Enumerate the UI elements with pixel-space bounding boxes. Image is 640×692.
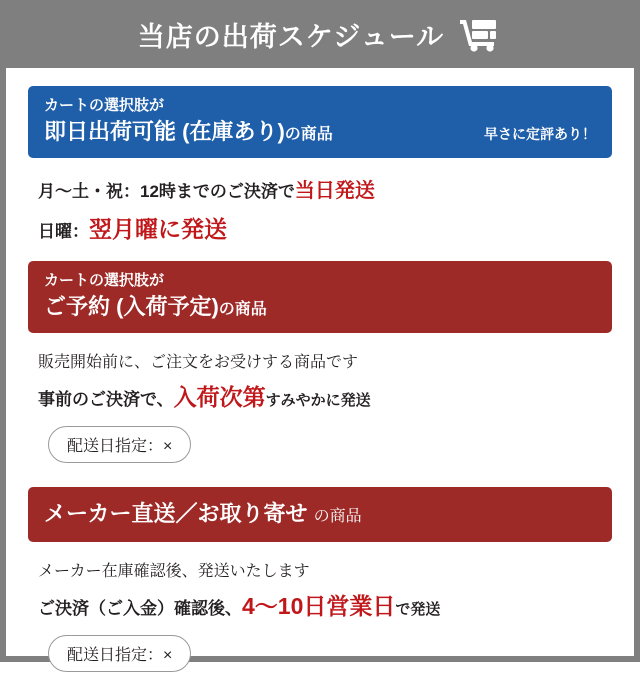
section-lines-dropship: [28, 556, 612, 681]
line-emphasis: 入荷次第: [173, 384, 266, 411]
page-header: [6, 6, 634, 68]
band-small-label: カートの選択肢が: [44, 97, 165, 114]
band-main-label: [44, 293, 596, 322]
section-lines-immediate: [28, 172, 612, 255]
schedule-line: [38, 377, 604, 417]
line-pre: 販売開始前に、ご注文をお受けする商品です: [38, 354, 359, 372]
line-post: すみやかに発送: [265, 392, 371, 410]
line-pre: 日曜：: [38, 222, 89, 242]
line-emphasis: 当日発送: [294, 180, 375, 203]
line-emphasis: 4〜10日営業日: [242, 593, 396, 620]
line-post: で発送: [395, 601, 441, 619]
schedule-content: [6, 68, 634, 692]
band-small-label: カートの選択肢が: [44, 272, 165, 290]
band-main-text: 即日出荷可能 (在庫あり): [44, 118, 285, 144]
schedule-line: [38, 174, 604, 209]
page-title: 当店の出荷スケジュール: [137, 21, 445, 52]
line-pre: メーカー在庫確認後、発送いたします: [38, 563, 310, 581]
section-band-preorder: [28, 261, 612, 333]
schedule-line: [38, 349, 604, 377]
schedule-line: [38, 209, 604, 249]
band-main-suffix: の商品: [313, 507, 362, 525]
schedule-line: [38, 586, 604, 626]
line-pre: ご決済（ご入金）確認後、: [38, 599, 242, 619]
band-main-suffix: の商品: [284, 125, 333, 143]
line-pre: 事前のご決済で、: [38, 390, 174, 410]
delivery-date-tag: 配送日指定：×: [48, 635, 191, 672]
schedule-line: [38, 558, 604, 586]
band-main-suffix: の商品: [218, 300, 267, 318]
line-pre: 月〜土・祝：12時までのご決済で: [38, 182, 295, 202]
line-emphasis: 翌月曜に発送: [89, 216, 227, 243]
band-main-text: ご予約 (入荷予定): [44, 293, 219, 319]
section-lines-preorder: [28, 347, 612, 472]
hand-truck-icon: [458, 18, 502, 57]
band-note: 早さに定評あり！: [484, 126, 596, 143]
section-band-dropship: [28, 487, 612, 543]
section-band-immediate: [28, 86, 612, 158]
band-main-text: メーカー直送／お取り寄せ: [44, 500, 308, 526]
delivery-date-tag: 配送日指定：×: [48, 426, 191, 463]
